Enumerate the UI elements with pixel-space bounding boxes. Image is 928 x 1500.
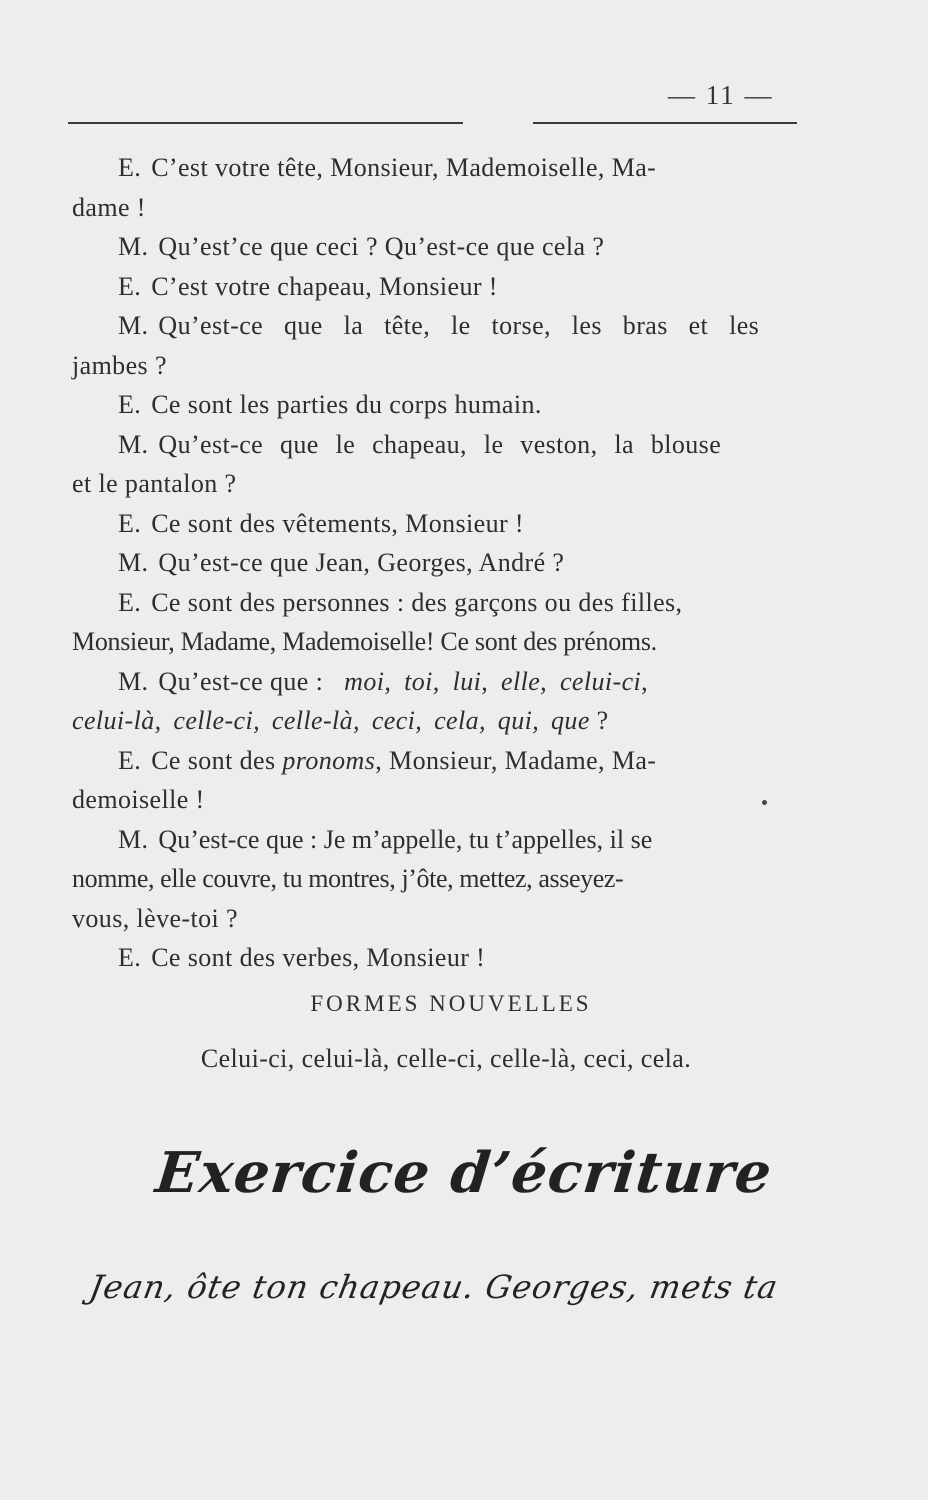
dialogue-text: Qu’est-ce que le chapeau, le veston, la blouse <box>158 429 722 459</box>
dialogue-line <box>72 543 800 583</box>
new-forms-line: Celui-ci, celui-là, celle-ci, celle-là, ceci, cela. <box>200 1044 692 1073</box>
stray-dot <box>762 800 767 805</box>
dialogue-line <box>72 385 800 425</box>
dialogue-line <box>72 701 800 741</box>
dialogue-text: demoiselle ! <box>72 785 205 814</box>
dialogue-line <box>72 267 800 307</box>
speaker-label: E. <box>118 745 142 775</box>
speaker-label: M. <box>118 429 149 459</box>
dialogue-body <box>72 148 800 1079</box>
dialogue-text: Monsieur, Madame, Mademoiselle! Ce sont des prénoms. <box>72 627 657 656</box>
page-number: — 11 — <box>668 80 774 110</box>
dialogue-text: Qu’est-ce que la tête, le torse, les bras et les <box>158 311 760 340</box>
dialogue-line <box>72 504 800 544</box>
dialogue-text: Ce sont des verbes, Monsieur ! <box>151 943 486 972</box>
dialogue-text: jambes ? <box>72 350 167 380</box>
speaker-label: E. <box>118 508 142 538</box>
dialogue-line <box>72 859 800 899</box>
dialogue-line <box>72 899 800 939</box>
dialogue-text: nomme, elle couvre, tu montres, j’ôte, mettez, asseyez- <box>72 864 624 893</box>
speaker-label: E. <box>118 587 142 617</box>
dialogue-line <box>72 583 800 623</box>
speaker-label: M. <box>118 824 149 854</box>
dialogue-text: et le pantalon ? <box>72 469 237 498</box>
handwriting-line: Jean, ôte ton chapeau. Georges, mets ta <box>86 1268 782 1306</box>
dialogue-text: C’est votre tête, Monsieur, Mademoiselle, Ma- <box>151 153 657 182</box>
pronoun-list: celui-là, celle-ci, celle-là, ceci, cela, qui, que <box>72 706 590 735</box>
dialogue-line <box>72 741 800 781</box>
dialogue-text: Ce sont des <box>151 745 276 775</box>
dialogue-line <box>72 464 800 504</box>
dialogue-line <box>72 780 800 820</box>
speaker-label: E. <box>118 271 142 301</box>
pronoun-list: moi, toi, lui, elle, celui-ci, <box>344 666 649 696</box>
dialogue-text: Qu’est-ce que : Je m’appelle, tu t’appelles, il se <box>158 824 653 854</box>
dialogue-text: vous, lève-toi ? <box>72 903 238 933</box>
speaker-label: M. <box>118 311 149 340</box>
dialogue-line <box>72 306 800 346</box>
dialogue-text: Qu’est-ce que : <box>158 666 324 696</box>
speaker-label: M. <box>118 548 149 577</box>
dialogue-line <box>72 227 800 267</box>
dialogue-text: Ce sont des vêtements, Monsieur ! <box>151 508 524 538</box>
speaker-label: M. <box>118 232 149 261</box>
dialogue-line <box>72 662 800 702</box>
exercise-heading: Exercice d’écriture <box>152 1140 776 1206</box>
dialogue-text: Qu’est-ce que Jean, Georges, André ? <box>158 548 565 577</box>
speaker-label: E. <box>118 943 142 972</box>
speaker-label: M. <box>118 666 149 696</box>
dialogue-text: dame ! <box>72 192 146 222</box>
dialogue-text: Ce sont les parties du corps humain. <box>151 390 542 419</box>
dialogue-text: Ce sont des personnes : des garçons ou des filles, <box>151 587 683 617</box>
dialogue-line <box>72 938 800 978</box>
dialogue-text: Qu’est’ce que ceci ? Qu’est-ce que cela ? <box>158 232 605 261</box>
speaker-label: E. <box>118 390 142 419</box>
dialogue-line <box>72 425 800 465</box>
dialogue-text: C’est votre chapeau, Monsieur ! <box>151 271 498 301</box>
dialogue-line <box>72 622 800 662</box>
emphasis-word: pronoms <box>282 745 376 775</box>
dialogue-line <box>72 148 800 188</box>
speaker-label: E. <box>118 153 142 182</box>
header-rule <box>68 122 797 124</box>
dialogue-line <box>72 188 800 228</box>
dialogue-line <box>72 346 800 386</box>
section-title: FORMES NOUVELLES <box>310 990 592 1016</box>
dialogue-line <box>72 820 800 860</box>
dialogue-text: , Monsieur, Madame, Ma- <box>375 745 657 775</box>
dialogue-text: ? <box>596 706 609 735</box>
